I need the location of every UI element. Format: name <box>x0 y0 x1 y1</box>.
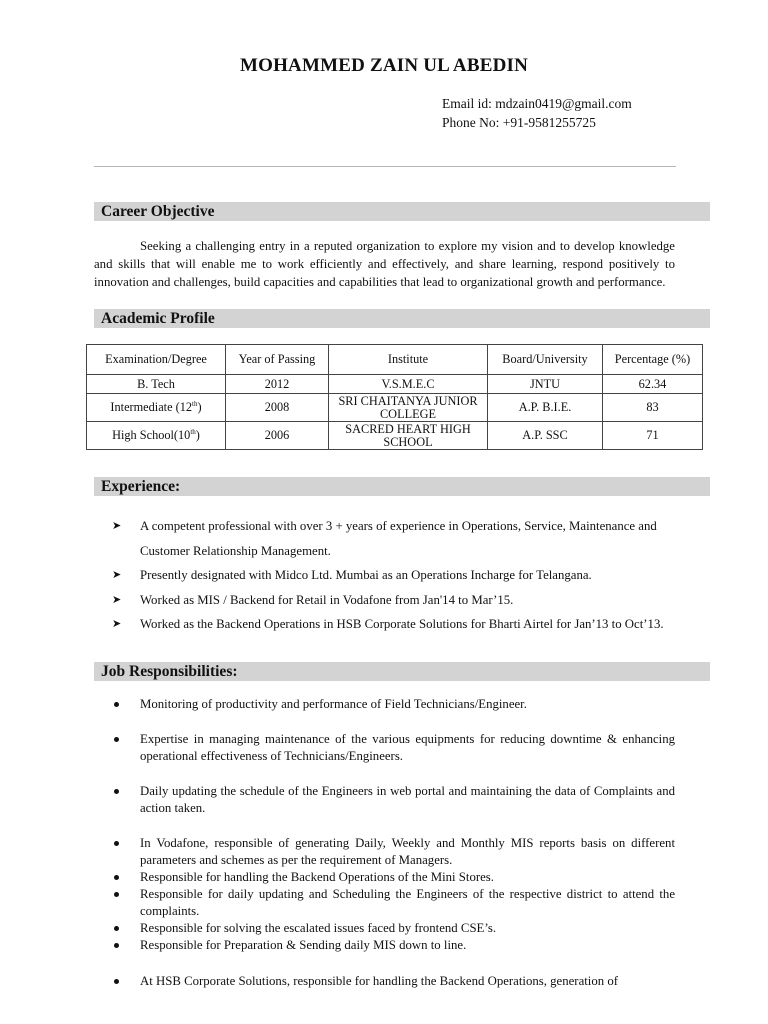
section-academic-profile <box>94 309 710 328</box>
section-title: Experience: <box>101 478 181 495</box>
cell-year: 2006 <box>226 422 329 450</box>
cell-percentage: 62.34 <box>603 375 703 394</box>
contact-block <box>442 94 632 132</box>
cell-institute: SRI CHAITANYA JUNIOR COLLEGE <box>329 394 488 422</box>
experience-list <box>112 514 675 637</box>
cell-percentage: 83 <box>603 394 703 422</box>
section-title: Career Objective <box>101 203 215 220</box>
cell-board: A.P. B.I.E. <box>488 394 603 422</box>
list-item: Responsible for handling the Backend Operations of the Mini Stores. <box>112 869 675 886</box>
objective-paragraph <box>94 237 675 291</box>
list-item: Expertise in managing maintenance of the various equipments for reducing downtime & enhancing operational effectiveness of Technicians/Engineers. <box>112 731 675 765</box>
table-row <box>87 375 703 394</box>
section-career-objective <box>94 202 710 221</box>
arrow-bullet-icon: ➤ <box>112 520 122 532</box>
list-item: In Vodafone, responsible of generating Daily, Weekly and Monthly MIS reports basis on different parameters and schemes as per the requirement of Managers. <box>112 835 675 869</box>
list-item: Responsible for Preparation & Sending daily MIS down to line. <box>112 937 675 954</box>
column-header: Percentage (%) <box>603 345 703 375</box>
responsibilities-list <box>112 696 675 990</box>
bullet-icon <box>114 789 119 794</box>
list-item: Daily updating the schedule of the Engineers in web portal and maintaining the data of Complaints and action taken. <box>112 783 675 817</box>
academic-table <box>86 344 703 450</box>
column-header: Examination/Degree <box>87 345 226 375</box>
cell-institute: SACRED HEART HIGH SCHOOL <box>329 422 488 450</box>
column-header: Year of Passing <box>226 345 329 375</box>
column-header: Board/University <box>488 345 603 375</box>
list-item: Monitoring of productivity and performance of Field Technicians/Engineer. <box>112 696 675 713</box>
cell-year: 2008 <box>226 394 329 422</box>
header-divider <box>94 166 676 167</box>
bullet-icon <box>114 892 119 897</box>
list-item: ➤ Worked as the Backend Operations in HSB Corporate Solutions for Bharti Airtel for Jan’13 to Oct’13. <box>112 612 675 637</box>
bullet-icon <box>114 979 119 984</box>
table-row <box>87 422 703 450</box>
email-line: Email id: mdzain0419@gmail.com <box>442 96 632 111</box>
arrow-bullet-icon: ➤ <box>112 593 122 606</box>
list-item: Responsible for solving the escalated issues faced by frontend CSE’s. <box>112 920 675 937</box>
section-job-responsibilities <box>94 662 710 681</box>
section-experience <box>94 477 710 496</box>
cell-board: JNTU <box>488 375 603 394</box>
arrow-bullet-icon: ➤ <box>112 618 122 630</box>
cell-degree: Intermediate (12th) <box>87 394 226 422</box>
bullet-icon <box>114 737 119 742</box>
list-item: At HSB Corporate Solutions, responsible for handling the Backend Operations, generation of <box>112 973 675 990</box>
list-item: ➤ Presently designated with Midco Ltd. Mumbai as an Operations Incharge for Telangana. <box>112 563 675 588</box>
section-title: Academic Profile <box>101 310 215 327</box>
cell-institute: V.S.M.E.C <box>329 375 488 394</box>
arrow-bullet-icon: ➤ <box>112 569 122 581</box>
cell-percentage: 71 <box>603 422 703 450</box>
objective-text: Seeking a challenging entry in a reputed organization to explore my vision and to develop knowledge and skills that will enable me to work efficiently and effectively, and share learning, respond positively to innovation and challenges, build capacities and capabilities that lead to organizational growth and performance. <box>94 239 675 289</box>
phone-line: Phone No: +91-9581255725 <box>442 115 596 130</box>
bullet-icon <box>114 702 119 707</box>
list-item: ➤ Worked as MIS / Backend for Retail in Vodafone from Jan'14 to Mar’15. <box>112 588 675 613</box>
column-header: Institute <box>329 345 488 375</box>
cell-degree: High School(10th) <box>87 422 226 450</box>
list-item: ➤ A competent professional with over 3 + years of experience in Operations, Service, Maintenance and Customer Relationship Management. <box>112 514 675 563</box>
cell-degree: B. Tech <box>87 375 226 394</box>
bullet-icon <box>114 841 119 846</box>
list-item: Responsible for daily updating and Scheduling the Engineers of the respective district to attend the complaints. <box>112 886 675 920</box>
candidate-name: MOHAMMED ZAIN UL ABEDIN <box>239 55 529 76</box>
table-row <box>87 394 703 422</box>
section-title: Job Responsibilities: <box>101 663 238 680</box>
bullet-icon <box>114 875 119 880</box>
bullet-icon <box>114 926 119 931</box>
table-header-row <box>87 345 703 375</box>
cell-year: 2012 <box>226 375 329 394</box>
cell-board: A.P. SSC <box>488 422 603 450</box>
bullet-icon <box>114 943 119 948</box>
